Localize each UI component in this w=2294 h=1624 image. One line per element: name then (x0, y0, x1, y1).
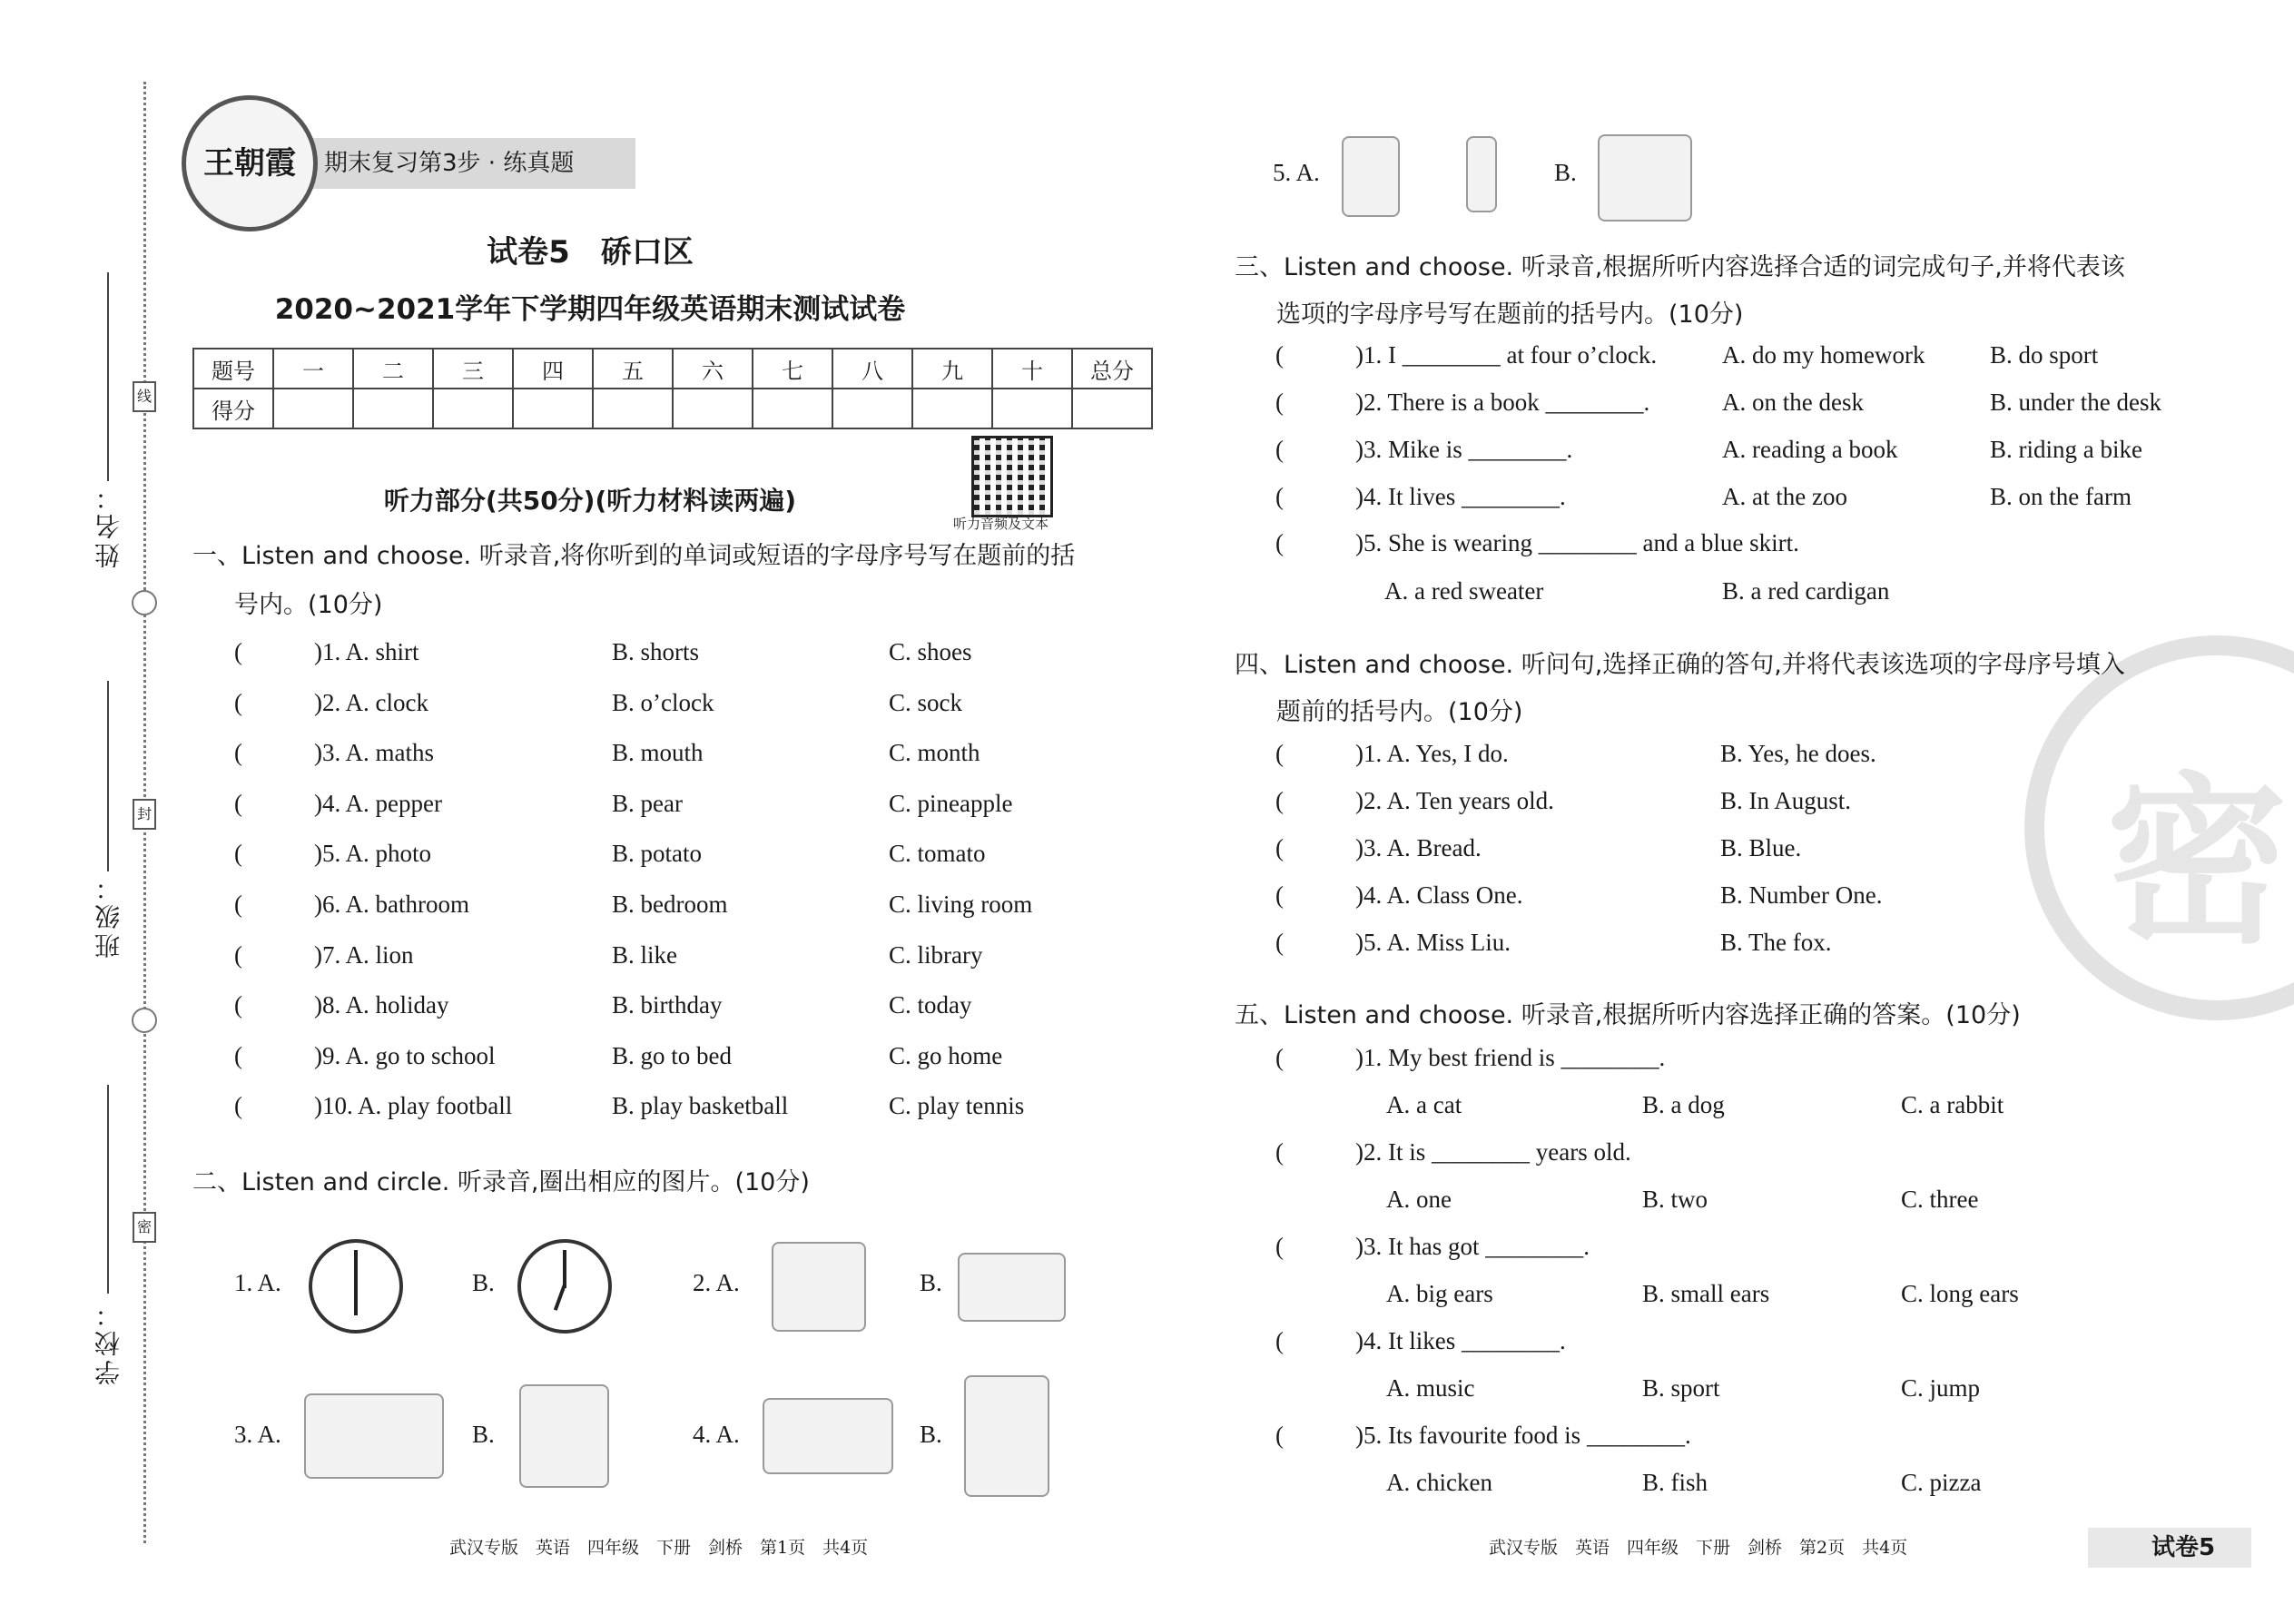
s5-options (1386, 1280, 2019, 1308)
school-line (107, 1085, 109, 1294)
binding-hole (132, 590, 157, 615)
question-text: )1. My best friend is ________. (1355, 1044, 1666, 1071)
qr-label: 听力音频及文本 (953, 516, 1049, 532)
s1-item (234, 790, 1012, 818)
s4-item (1275, 929, 1832, 957)
answer-paren[interactable]: ( (1275, 341, 1284, 369)
answer-paren[interactable]: ( (234, 638, 242, 665)
option-a: A. chicken (1386, 1469, 1492, 1496)
s5-question (1275, 1422, 1691, 1450)
score-cell: 九 (912, 349, 992, 389)
option-a: )4. A. pepper (314, 789, 442, 817)
answer-paren[interactable]: ( (234, 1041, 242, 1069)
score-cell: 五 (593, 349, 673, 389)
question-text: )4. It likes ________. (1355, 1327, 1566, 1354)
s5-options (1386, 1374, 1980, 1403)
option-a: )3. A. Bread. (1355, 834, 1482, 861)
option-a: A. a cat (1386, 1091, 1462, 1118)
option-c: C. play tennis (889, 1092, 1025, 1120)
s3-item (1275, 483, 2132, 511)
option-c: C. three (1901, 1186, 1979, 1213)
radio-icon[interactable] (958, 1253, 1066, 1322)
answer-paren[interactable]: ( (234, 840, 242, 868)
score-header-row (193, 349, 1152, 389)
score-input[interactable] (992, 389, 1072, 428)
answer-paren[interactable]: ( (1275, 1044, 1284, 1071)
s4-title: 四、Listen and choose. 听问句,选择正确的答句,并将代表该选项的字母序号填入 (1235, 651, 2125, 679)
answer-paren[interactable]: ( (234, 991, 242, 1019)
s3-title: 三、Listen and choose. 听录音,根据所听内容选择合适的词完成句子,并将代表该 (1235, 253, 2125, 281)
s5-options (1386, 1186, 1978, 1214)
option-a: )4. A. Class One. (1355, 881, 1523, 909)
pic-label: 5. A. (1273, 159, 1320, 186)
score-cell: 题号 (193, 349, 273, 389)
pic-label: B. (920, 1269, 942, 1296)
option-a: )3. A. maths (314, 739, 434, 767)
lamp-icon[interactable] (1466, 136, 1497, 212)
s1-item (234, 1092, 1024, 1120)
seal-char-xian: 线 (133, 381, 156, 412)
option-a: )1. A. Yes, I do. (1355, 740, 1509, 767)
pic-label: 4. A. (693, 1421, 740, 1448)
option-b: B. a red cardigan (1722, 577, 1890, 605)
score-cell: 三 (433, 349, 513, 389)
s1-title: 一、Listen and choose. 听录音,将你听到的单词或短语的字母序号写在题前的括 (192, 542, 1076, 570)
listening-title: 听力部分(共50分)(听力材料读两遍) (383, 486, 797, 516)
s1-item (234, 891, 1032, 919)
answer-paren[interactable]: ( (1275, 881, 1284, 909)
girl-reading-icon[interactable] (1342, 136, 1400, 217)
score-input[interactable] (593, 389, 673, 428)
option-a: A. do my homework (1722, 341, 1925, 369)
paper-title: 试卷5 硚口区 (487, 234, 694, 271)
option-b: B. do sport (1990, 341, 2099, 369)
s5-question (1275, 1044, 1665, 1072)
paper-subtitle: 2020~2021学年下学期四年级英语期末测试试卷 (274, 293, 906, 326)
option-c: C. pineapple (889, 789, 1013, 817)
s1-item (234, 689, 962, 717)
option-c: C. jump (1901, 1374, 1981, 1402)
answer-paren[interactable]: ( (1275, 834, 1284, 861)
option-c: C. living room (889, 891, 1033, 918)
option-a: A. on the desk (1722, 389, 1864, 416)
bear-riding-icon[interactable] (1598, 134, 1692, 221)
s1-item (234, 991, 972, 1019)
s1-item (234, 840, 986, 868)
score-cell: 十 (992, 349, 1072, 389)
answer-paren[interactable]: ( (1275, 1422, 1284, 1449)
s3-item (1275, 389, 2161, 417)
s5-question (1275, 1327, 1566, 1355)
option-b: B. riding a bike (1990, 436, 2142, 463)
school-label: 学校： (94, 1298, 123, 1385)
option-b: B. on the farm (1990, 483, 2132, 510)
question-text: )3. Mike is ________. (1355, 436, 1573, 463)
class-line (107, 681, 109, 871)
option-b: B. play basketball (612, 1092, 789, 1120)
s2-title: 二、Listen and circle. 听录音,圈出相应的图片。(10分) (192, 1168, 810, 1196)
s3-item (1275, 341, 2098, 369)
option-a: A. a red sweater (1384, 577, 1544, 605)
s4-item (1275, 881, 1882, 910)
option-b: B. under the desk (1990, 389, 2161, 416)
brand-logo (182, 95, 318, 231)
s4-item (1275, 834, 1801, 862)
sheep-icon[interactable] (519, 1384, 609, 1488)
s1-item (234, 638, 972, 666)
confidential-seal-char: 密 (2106, 757, 2289, 969)
chair-icon[interactable] (964, 1375, 1049, 1497)
name-label: 姓名： (94, 481, 123, 568)
answer-paren[interactable]: ( (1275, 1327, 1284, 1354)
question-text: )5. Its favourite food is ________. (1355, 1422, 1691, 1449)
option-b: B. go to bed (612, 1041, 732, 1069)
clock-b-icon[interactable] (517, 1239, 612, 1334)
pic-label: B. (920, 1421, 942, 1448)
answer-paren[interactable]: ( (234, 1092, 242, 1120)
sports-equipment-icon[interactable] (772, 1242, 866, 1332)
seal-char-feng: 封 (133, 799, 156, 830)
option-a: )10. A. play football (314, 1092, 513, 1120)
question-text: )2. There is a book ________. (1355, 389, 1650, 416)
s1-item (234, 739, 980, 767)
option-c: C. pizza (1901, 1469, 1982, 1496)
option-b: B. In August. (1720, 787, 1852, 814)
option-c: C. shoes (889, 638, 972, 665)
option-a: A. one (1386, 1186, 1452, 1213)
option-b: B. two (1642, 1186, 1708, 1213)
option-c: C. month (889, 739, 980, 767)
score-input[interactable] (513, 389, 593, 428)
option-b: B. fish (1642, 1469, 1708, 1496)
score-label: 得分 (193, 389, 273, 428)
option-b: B. sport (1642, 1374, 1720, 1402)
s5-options (1386, 1469, 1981, 1497)
paper-tag: 试卷5 (2088, 1528, 2251, 1568)
pic-label: B. (472, 1421, 495, 1448)
option-c: C. a rabbit (1901, 1091, 2004, 1118)
s1-title-2: 号内。(10分) (234, 591, 383, 619)
option-a: )2. A. Ten years old. (1355, 787, 1554, 814)
option-a: )9. A. go to school (314, 1041, 496, 1069)
s3-title-2: 选项的字母序号写在题前的括号内。(10分) (1276, 300, 1744, 329)
option-a: )2. A. clock (314, 688, 428, 716)
option-a: )8. A. holiday (314, 991, 449, 1019)
option-b: B. bedroom (612, 891, 728, 918)
score-cell: 六 (673, 349, 753, 389)
class-label: 班级： (94, 871, 123, 959)
s5-question (1275, 1138, 1631, 1166)
footer-right: 武汉专版 英语 四年级 下册 剑桥 第2页 共4页 (1489, 1538, 1908, 1558)
score-input[interactable] (673, 389, 753, 428)
option-c: C. today (889, 991, 972, 1019)
option-b: B. mouth (612, 739, 704, 767)
option-b: B. Yes, he does. (1720, 740, 1876, 767)
option-b: B. potato (612, 840, 702, 868)
option-a: A. reading a book (1722, 436, 1898, 463)
seal-char-mi: 密 (133, 1212, 156, 1243)
answer-paren[interactable]: ( (1275, 529, 1284, 556)
score-input[interactable] (912, 389, 992, 428)
answer-paren[interactable]: ( (1275, 389, 1284, 416)
pic-label: 2. A. (693, 1269, 740, 1296)
question-text: )5. She is wearing ________ and a blue skirt. (1355, 529, 1799, 556)
s4-item (1275, 787, 1851, 815)
pic-label: 3. A. (234, 1421, 281, 1448)
option-b: B. o’clock (612, 688, 714, 716)
binding-hole (132, 1008, 157, 1033)
s5-question (1275, 1233, 1590, 1261)
option-a: A. at the zoo (1722, 483, 1847, 510)
score-cell: 二 (353, 349, 433, 389)
answer-paren[interactable]: ( (234, 739, 242, 767)
option-a: )7. A. lion (314, 940, 414, 969)
option-c: C. sock (889, 688, 962, 716)
option-c: C. go home (889, 1041, 1003, 1069)
s4-title-2: 题前的括号内。(10分) (1276, 698, 1523, 726)
option-b: B. birthday (612, 991, 723, 1019)
pic-label: 1. A. (234, 1269, 281, 1296)
answer-paren[interactable]: ( (1275, 929, 1284, 956)
option-c: C. tomato (889, 840, 986, 868)
option-b: B. a dog (1642, 1091, 1725, 1118)
answer-paren[interactable]: ( (1275, 483, 1284, 510)
option-c: C. library (889, 940, 983, 969)
option-b: B. Number One. (1720, 881, 1883, 909)
pic-label: B. (472, 1269, 495, 1296)
answer-paren[interactable]: ( (234, 688, 242, 716)
s4-item (1275, 740, 1876, 768)
answer-paren[interactable]: ( (1275, 740, 1284, 767)
answer-paren[interactable]: ( (234, 891, 242, 918)
score-cell: 四 (513, 349, 593, 389)
score-input[interactable] (273, 389, 353, 428)
option-b: B. Blue. (1720, 834, 1802, 861)
score-cell: 一 (273, 349, 353, 389)
question-text: )2. It is ________ years old. (1355, 1138, 1631, 1166)
pic-label: B. (1554, 159, 1577, 186)
option-a: )5. A. photo (314, 840, 432, 868)
s3-item (1275, 436, 2142, 464)
question-text: )4. It lives ________. (1355, 483, 1566, 510)
footer-left: 武汉专版 英语 四年级 下册 剑桥 第1页 共4页 (449, 1538, 869, 1558)
option-a: A. music (1386, 1374, 1475, 1402)
option-b: B. pear (612, 789, 683, 817)
score-input[interactable] (353, 389, 433, 428)
answer-paren[interactable]: ( (1275, 436, 1284, 463)
score-table (192, 348, 1153, 429)
option-b: B. shorts (612, 638, 700, 665)
question-text: )3. It has got ________. (1355, 1233, 1590, 1260)
s1-item (234, 1042, 1002, 1070)
option-c: C. long ears (1901, 1280, 2019, 1307)
answer-paren[interactable]: ( (1275, 1233, 1284, 1260)
clock-a-icon[interactable] (309, 1239, 403, 1334)
banner: 期末复习第3步 · 练真题 (304, 138, 635, 189)
option-a: )5. A. Miss Liu. (1355, 929, 1511, 956)
s3-item5 (1275, 529, 1799, 557)
score-input[interactable] (433, 389, 513, 428)
s5-title: 五、Listen and choose. 听录音,根据所听内容选择正确的答案。(10分) (1235, 1001, 2021, 1029)
s1-item (234, 941, 982, 969)
score-input[interactable] (1072, 389, 1152, 428)
option-b: B. small ears (1642, 1280, 1770, 1307)
s5-options (1386, 1091, 2004, 1119)
score-cell: 总分 (1072, 349, 1152, 389)
score-entry-row (193, 389, 1152, 428)
answer-paren[interactable]: ( (1275, 1138, 1284, 1166)
sofa-icon[interactable] (763, 1398, 893, 1474)
answer-paren[interactable]: ( (234, 940, 242, 969)
question-text: )1. I ________ at four o’clock. (1355, 341, 1658, 369)
cow-icon[interactable] (304, 1393, 444, 1479)
score-cell: 八 (832, 349, 912, 389)
option-a: A. big ears (1386, 1280, 1493, 1307)
answer-paren[interactable]: ( (234, 789, 242, 817)
score-input[interactable] (832, 389, 912, 428)
option-a: )6. A. bathroom (314, 891, 469, 918)
score-cell: 七 (753, 349, 832, 389)
option-b: B. like (612, 940, 677, 969)
logo-text: 王朝霞 (203, 145, 296, 182)
answer-paren[interactable]: ( (1275, 787, 1284, 814)
score-input[interactable] (753, 389, 832, 428)
option-b: B. The fox. (1720, 929, 1832, 956)
option-a: )1. A. shirt (314, 638, 419, 665)
